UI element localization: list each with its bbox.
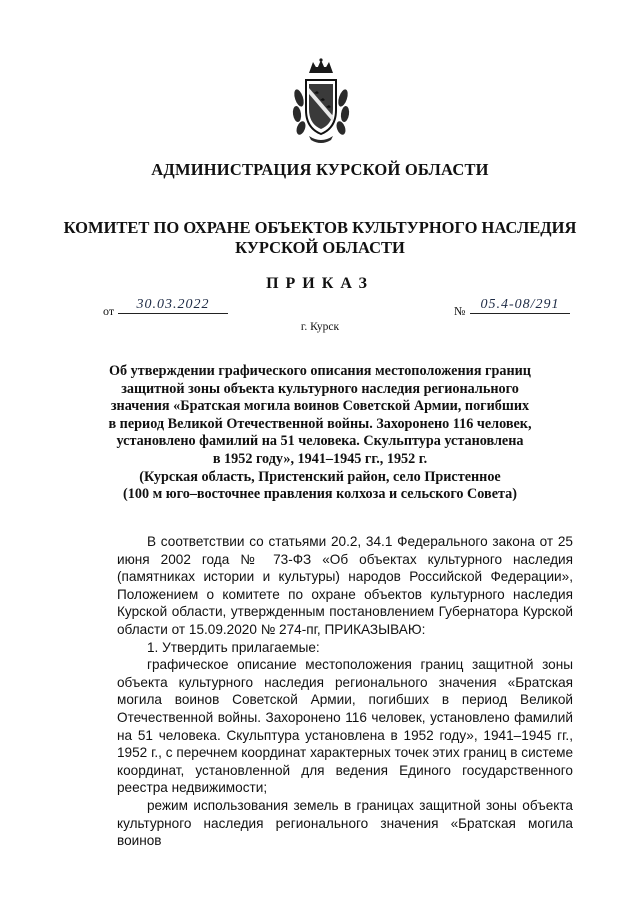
body-paragraph: В соответствии со статьями 20.2, 34.1 Федерального закона от 25 июня 2002 года № 73-ФЗ «Об объектах культурного наследия (памятниках истории и культуры) народов Российской Федерации», Положением о комитете по охране объектов культурного наследия Курской области, утвержденным постановлением Губернатора Курской области от 15.09.2020 № 274-пг, ПРИКАЗЫВАЮ:: [117, 534, 573, 637]
subject-line: Об утверждении графического описания местоположения границ: [108, 363, 531, 379]
number-label: №: [454, 304, 466, 318]
subject-line: в период Великой Отечественной войны. Захоронено 116 человек,: [108, 415, 532, 432]
subject-line: установлено фамилий на 51 человека. Скульптура установлена: [116, 433, 524, 450]
coat-of-arms-icon: [291, 58, 351, 144]
subject-line: в 1952 году», 1941–1945 гг., 1952 г.: [212, 450, 428, 467]
order-subject: [80, 363, 560, 504]
body-paragraph: графическое описание местоположения границ защитной зоны объекта культурного наследия регионального значения «Братская могила воинов Советской Армии, погибших в период Великой Отечественной войны. Захоронено 116 человек, установлено фамилий на 51 человека. Скульптура установлена в 1952 году», 1941–1945 гг., 1952 г., с перечнем координат характерных точек этих границ в системе координат, установленной для ведения Единого государственного реестра недвижимости;: [117, 657, 573, 796]
subject-line: (100 м юго–восточнее правления колхоза и сельского Совета): [123, 486, 517, 503]
administration-title: АДМИНИСТРАЦИЯ КУРСКОЙ ОБЛАСТИ: [151, 160, 489, 179]
committee-title-line2: КУРСКОЙ ОБЛАСТИ: [235, 238, 405, 257]
city: г. Курск: [300, 321, 340, 333]
number-value: 05.4-08/291: [470, 297, 570, 314]
body-paragraph: 1. Утвердить прилагаемые:: [147, 639, 320, 655]
order-body: [117, 533, 573, 850]
subject-line: (Курская область, Пристенский район, село Пристенное: [139, 468, 501, 485]
order-heading: ПРИКАЗ: [266, 275, 374, 292]
committee-title-line1: КОМИТЕТ ПО ОХРАНЕ ОБЪЕКТОВ КУЛЬТУРНОГО НАСЛЕДИЯ: [63, 218, 577, 237]
subject-line: защитной зоны объекта культурного наследия регионального: [121, 380, 519, 397]
date-label: от: [103, 304, 115, 318]
committee-title: [60, 218, 580, 258]
subject-line: значения «Братская могила воинов Советской Армии, погибших: [110, 398, 530, 415]
body-paragraph: режим использования земель в границах защитной зоны объекта культурного наследия регионального значения «Братская могила воинов: [117, 797, 573, 849]
date-value: 30.03.2022: [118, 297, 228, 314]
